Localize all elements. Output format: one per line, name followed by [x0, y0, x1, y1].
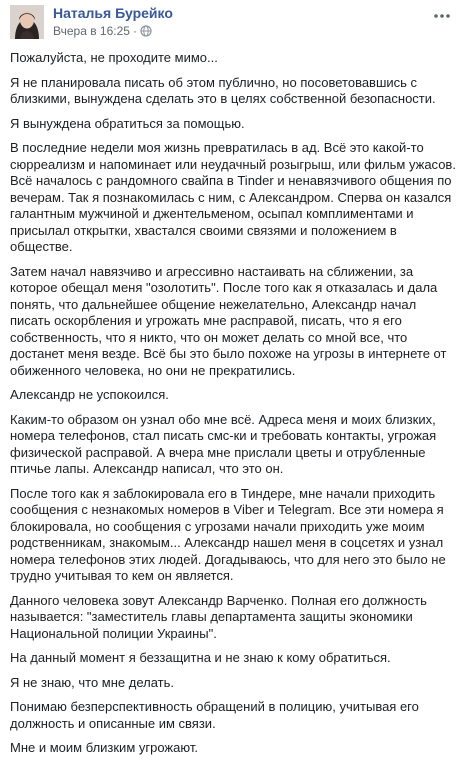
post-timestamp[interactable]: Вчера в 16:25: [53, 24, 130, 38]
post-paragraph: В последние недели моя жизнь превратилась в ад. Всё это какой-то сюрреализм и напоминает или неудачный розыгрыш, или фильм ужасов. Всё началось с рандомного свайпа в Tinder и ненавязчивого общения по вечерам. Так я познакомилась с ним, с Александром. Сперва он казался галантным мужчиной и джентельменом, осыпал комплиментами и присылал открытки, хвастался своими связями и положением в обществе.: [10, 140, 456, 254]
post-body: [10, 50, 456, 757]
post-paragraph: Я не знаю, что мне делать.: [10, 674, 174, 690]
avatar[interactable]: [10, 5, 44, 39]
post-paragraph: Я вынуждена обратиться за помощью.: [10, 115, 245, 131]
post-paragraph: После того как я заблокировала его в Тиндере, мне начали приходить сообщения с незнакомых номеров в Viber и Telegram. Все эти номера я блокировала, но сообщения с угрозами начали приходить уже моим родственникам, знакомым... Александр нашел меня в соцсетях и узнал номера телефонов этих людей. Догадываюсь, что для него это было не трудно учитывая то кем он является.: [10, 485, 446, 583]
meta-separator: ·: [132, 24, 137, 38]
post-paragraph: Затем начал навязчиво и агрессивно настаивать на сближении, за которое обещал меня "озолотить". После того как я отказалась и дала понять, что дальнейшее общение нежелательно, Александр начал писать оскорбления и угрожать мне расправой, писать, что я его собственность, что я никто, что он может делать со мной все, что достанет меня везде. Всё бы это было похоже на угрозы в интернете от обиженного человека, но они не прекратились.: [10, 263, 447, 378]
globe-icon[interactable]: [140, 25, 152, 37]
post-paragraph: На данный момент я беззащитна и не знаю к кому обратиться.: [10, 650, 391, 665]
more-options-icon[interactable]: [432, 6, 452, 26]
author-name[interactable]: Наталья Бурейко: [53, 5, 173, 21]
post-paragraph: Пожалуйста, не проходите мимо...: [10, 50, 218, 65]
post-subline: [53, 23, 173, 39]
post-paragraph: Александр не успокоился.: [10, 387, 169, 402]
post-paragraph: Каким-то образом он узнал обо мне всё. Адреса меня и моих близких, номера телефонов, стал писать смс-ки и требовать контакты, угрожая физической расправой. А вчера мне прислали цветы и отрубленные птичье лапы. Александр написал, что это он.: [10, 411, 437, 476]
post-paragraph: Данного человека зовут Александр Варченко. Полная его должность называется: "заместитель главы департамента защиты экономики Национальной полиции Украины".: [10, 592, 427, 641]
post-paragraph: Я не планировала писать об этом публично, но посоветовавшись с близкими, вынуждена сделать это в целях собственной безопасности.: [10, 74, 436, 106]
post-meta: [53, 4, 173, 39]
post-paragraph: Понимаю безперспективность обращений в полицию, учитывая его должность и описанные им связи.: [10, 699, 419, 731]
avatar-image: [10, 5, 44, 39]
post-paragraph: Мне и моим близким угрожают.: [10, 740, 198, 755]
post-header: [10, 4, 456, 42]
